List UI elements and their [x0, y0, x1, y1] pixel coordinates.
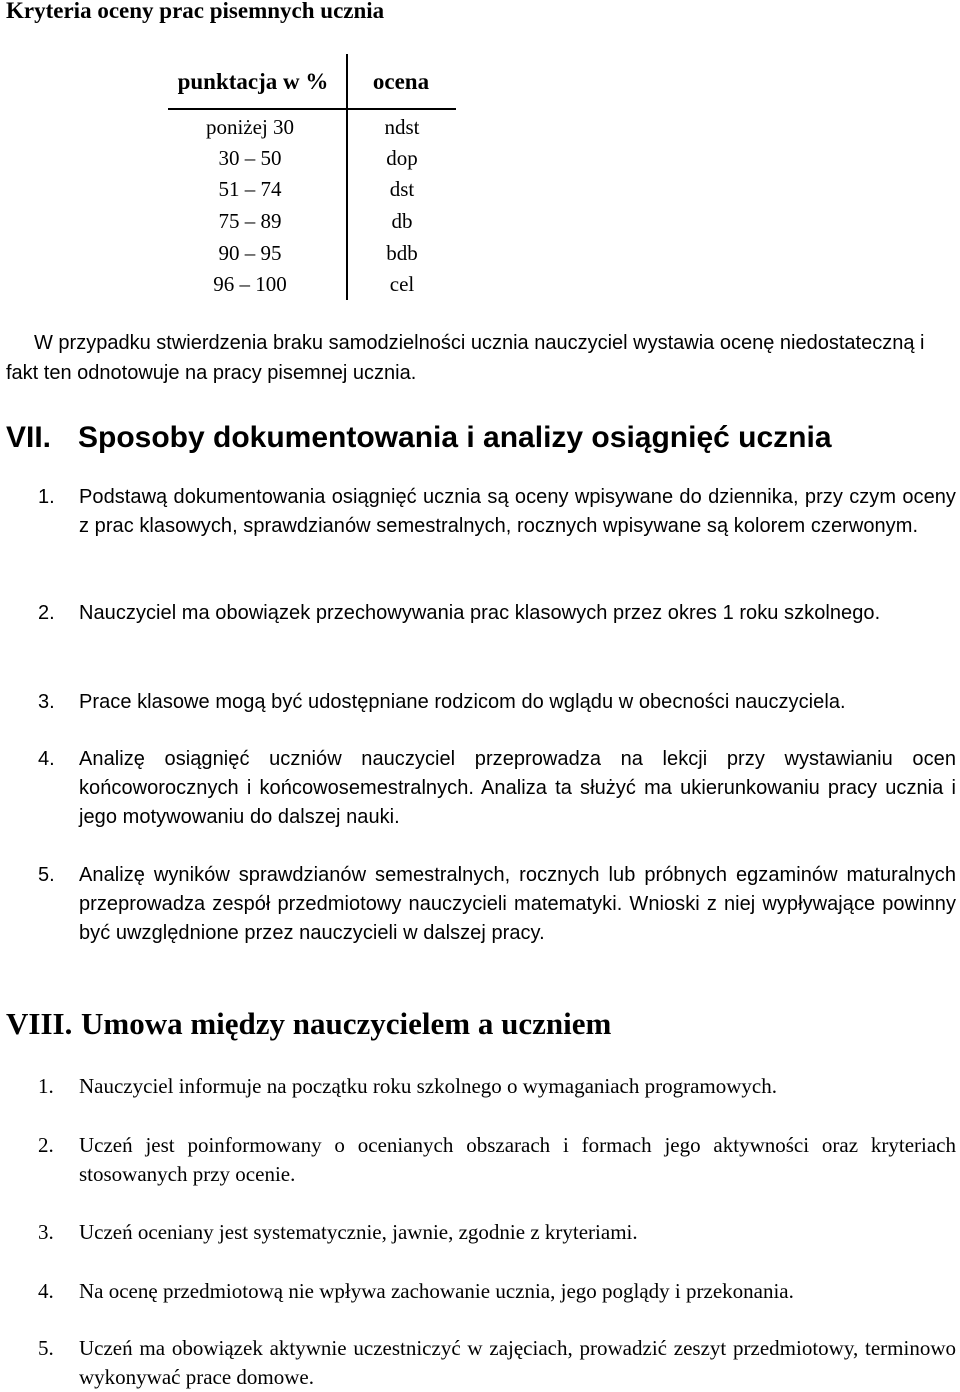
list-item-text: Uczeń ma obowiązek aktywnie uczestniczyć w zajęciach, prowadzić zeszyt przedmiotowy, terminowo wykonywać prace domowe.: [79, 1336, 956, 1389]
table-range-cell: poniżej 30: [205, 115, 295, 139]
table-grade-cell: ndst: [384, 115, 420, 139]
table-range-cell: 30 – 50: [218, 146, 282, 170]
list-item: [38, 483, 956, 541]
table-grade-cell: db: [391, 209, 413, 233]
list-item: [38, 745, 956, 832]
list-item-number: 2.: [38, 1133, 54, 1157]
table-range-cell: 75 – 89: [218, 209, 282, 233]
section-heading-vii: [6, 418, 832, 458]
table-grade-cell: dst: [389, 177, 415, 201]
header-grade: ocena: [372, 69, 430, 94]
note-paragraph: W przypadku stwierdzenia braku samodzielności ucznia nauczyciel wystawia ocenę niedostateczną i fakt ten odnotowuje na pracy pisemnej ucznia.: [6, 332, 925, 384]
list-item-number: 1.: [38, 1074, 54, 1098]
section-title: Umowa między nauczycielem a uczniem: [81, 1006, 612, 1041]
list-item: [38, 861, 956, 948]
list-item-text: Prace klasowe mogą być udostępniane rodzicom do wglądu w obecności nauczyciela.: [79, 691, 846, 713]
list-item-text: Na ocenę przedmiotową nie wpływa zachowanie ucznia, jego poglądy i przekonania.: [79, 1279, 794, 1303]
list-item-number: 4.: [38, 1279, 54, 1303]
header-percent: punktacja w %: [177, 69, 329, 94]
list-item-text: Analizę osiągnięć uczniów nauczyciel przeprowadza na lekcji przy wystawianiu ocen końcoworocznych i końcowosemestralnych. Analiza ta służyć ma ukierunkowaniu pracy ucznia i jego motywowaniu do dalszej nauki.: [79, 748, 956, 828]
table-header-divider: [168, 108, 456, 110]
list-item: [38, 1072, 956, 1101]
grading-table: [150, 54, 460, 300]
section-title: Sposoby dokumentowania i analizy osiągnięć ucznia: [78, 421, 832, 454]
list-item-number: 3.: [38, 1220, 54, 1244]
list-item-number: 3.: [38, 691, 55, 713]
list-item-text: Uczeń jest poinformowany o ocenianych obszarach i formach jego aktywności oraz kryteriach stosowanych przy ocenie.: [79, 1133, 956, 1186]
section-number: VIII.: [6, 1006, 73, 1041]
list-item-text: Analizę wyników sprawdzianów semestralnych, rocznych lub próbnych egzaminów maturalnych przeprowadza zespół przedmiotowy nauczycieli matematyki. Wnioski z niej wypływające powinny być uwzględnione przez nauczycieli w dalszej pracy.: [79, 864, 956, 944]
list-item: [38, 599, 956, 628]
list-item: [38, 1218, 956, 1247]
table-grade-cell: bdb: [386, 241, 418, 265]
list-item-text: Nauczyciel informuje na początku roku szkolnego o wymaganiach programowych.: [79, 1074, 778, 1098]
table-range-cell: 51 – 74: [218, 177, 282, 201]
list-item: [38, 688, 956, 717]
list-item: [38, 1277, 956, 1306]
list-item-number: 4.: [38, 748, 55, 770]
table-range-cell: 90 – 95: [218, 241, 282, 265]
section-heading-viii: [6, 1004, 611, 1044]
table-grade-cell: dop: [386, 146, 418, 170]
table-grade-cell: cel: [389, 272, 415, 296]
section-number: VII.: [6, 421, 52, 454]
list-item: [38, 1334, 956, 1392]
list-item: [38, 1131, 956, 1189]
page-title: Kryteria oceny prac pisemnych ucznia: [6, 0, 385, 23]
table-range-cell: 96 – 100: [213, 272, 287, 296]
list-item-text: Uczeń oceniany jest systematycznie, jawnie, zgodnie z kryteriami.: [79, 1220, 638, 1244]
list-item-number: 1.: [38, 486, 55, 508]
list-item-number: 2.: [38, 602, 55, 624]
list-item-number: 5.: [38, 864, 55, 886]
list-item-text: Nauczyciel ma obowiązek przechowywania prac klasowych przez okres 1 roku szkolnego.: [79, 602, 881, 624]
list-item-text: Podstawą dokumentowania osiągnięć ucznia są oceny wpisywane do dziennika, przy czym oceny z prac klasowych, sprawdzianów semestralnych, rocznych wpisywane są kolorem czerwonym.: [79, 486, 956, 537]
list-item-number: 5.: [38, 1336, 54, 1360]
